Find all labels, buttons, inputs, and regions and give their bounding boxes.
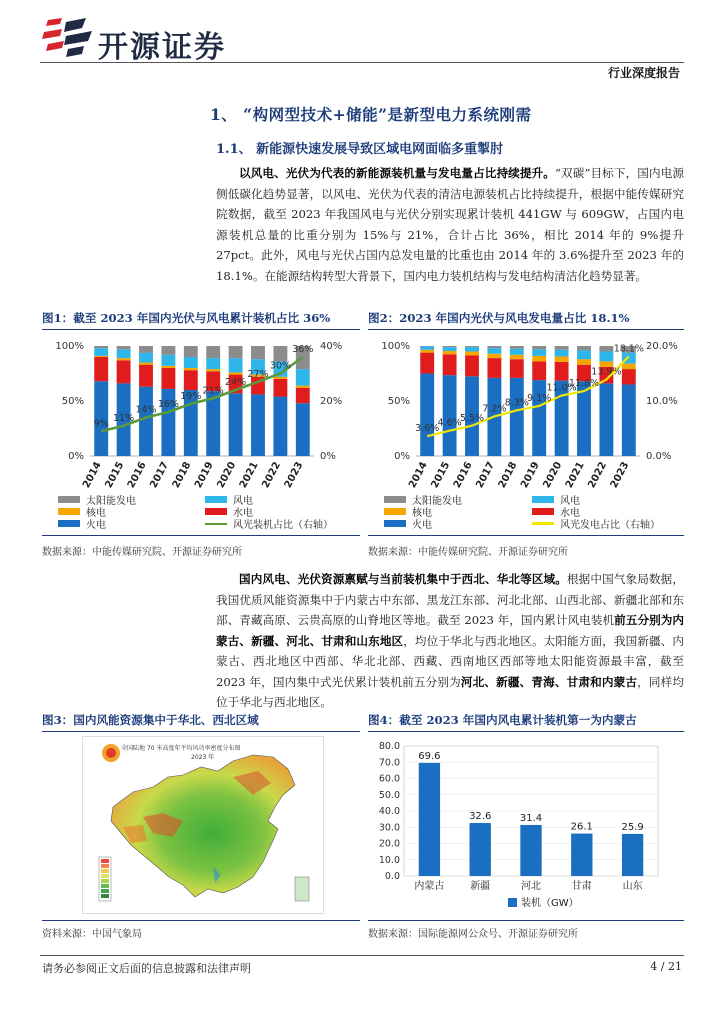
y-tick-left: 0% bbox=[68, 451, 84, 462]
bar-segment-0 bbox=[117, 346, 131, 349]
x-tick-label: 2019 bbox=[519, 460, 542, 490]
bar-segment-3 bbox=[443, 354, 457, 375]
legend-label: 装机（GW） bbox=[521, 898, 579, 909]
bar-segment-3 bbox=[465, 355, 479, 376]
line-data-label: 21% bbox=[202, 385, 224, 397]
bar-segment-0 bbox=[420, 346, 434, 347]
bar-segment-4 bbox=[296, 403, 310, 456]
bar-segment-2 bbox=[420, 350, 434, 353]
bar-segment-1 bbox=[117, 349, 131, 358]
y-tick-label: 30.0 bbox=[378, 822, 400, 834]
page-number: 4 / 21 bbox=[650, 960, 682, 973]
bar-segment-2 bbox=[94, 356, 108, 357]
legend-label: 风电 bbox=[560, 496, 580, 507]
legend-ratio-line bbox=[205, 516, 333, 531]
y-tick-right: 40% bbox=[320, 341, 343, 352]
bar-segment-1 bbox=[465, 347, 479, 351]
y-tick-label: 0.0 bbox=[384, 871, 400, 882]
brand-name: 开源证券 bbox=[98, 30, 226, 65]
bar-segment-0 bbox=[487, 346, 501, 348]
figure-4-title: 图4：截至 2023 年国内风电累计装机第一为内蒙古 bbox=[368, 713, 637, 727]
y-tick-label: 20.0 bbox=[378, 838, 400, 850]
bar-segment-1 bbox=[443, 347, 457, 351]
footer-disclaimer: 请务必参阅正文后面的信息披露和法律声明 bbox=[42, 962, 251, 975]
bar-segment-2 bbox=[229, 372, 243, 374]
report-type: 行业深度报告 bbox=[607, 66, 680, 80]
bar-segment-3 bbox=[184, 370, 198, 390]
x-tick-label: 2017 bbox=[474, 460, 498, 490]
bar-segment-4 bbox=[622, 385, 636, 457]
legend-swatch-thermal bbox=[58, 520, 80, 527]
bar-segment-1 bbox=[555, 350, 569, 357]
legend-label: 太阳能发电 bbox=[412, 496, 462, 507]
bar-segment-2 bbox=[555, 356, 569, 362]
bar-segment-0 bbox=[599, 346, 613, 352]
bar-segment-2 bbox=[510, 355, 524, 359]
legend-swatch bbox=[508, 898, 517, 907]
legend-swatch-line bbox=[532, 522, 554, 525]
x-tick-label: 2023 bbox=[608, 460, 632, 490]
chart-wind-by-province bbox=[368, 738, 684, 918]
x-tick-label: 2021 bbox=[563, 460, 587, 490]
line-data-label: 16% bbox=[157, 399, 179, 410]
legend-label: 核电 bbox=[86, 508, 106, 519]
x-tick-label: 2023 bbox=[282, 460, 306, 490]
bar-segment-1 bbox=[229, 358, 243, 372]
bar-segment-1 bbox=[139, 353, 153, 363]
y-tick-label: 50.0 bbox=[378, 789, 400, 801]
legend-label: 太阳能发电 bbox=[86, 496, 136, 507]
legend-label: 风光装机占比（右轴） bbox=[233, 520, 333, 531]
paragraph-2 bbox=[216, 569, 684, 713]
bar-value-label: 31.4 bbox=[519, 812, 543, 824]
y-tick-label: 80.0 bbox=[378, 741, 400, 752]
legend-swatch-nuclear bbox=[58, 508, 80, 515]
bar-segment-3 bbox=[273, 379, 287, 397]
header-divider bbox=[40, 62, 684, 63]
y-tick-right: 20.0% bbox=[646, 341, 678, 352]
figure-4-rule bbox=[368, 731, 684, 732]
bar-segment-3 bbox=[555, 362, 569, 381]
bar-segment-1 bbox=[487, 348, 501, 354]
x-tick-label: 2016 bbox=[125, 460, 149, 490]
paragraph-1-lead: 以风电、光伏为代表的新能源装机量与发电量占比持续提升。 bbox=[239, 166, 555, 180]
bar-segment-0 bbox=[251, 346, 265, 359]
line-data-label: 5.5% bbox=[459, 412, 485, 424]
legend-label: 火电 bbox=[412, 520, 432, 531]
legend-swatch-wind bbox=[532, 496, 554, 503]
bar-segment-2 bbox=[161, 366, 175, 368]
bar-segment-3 bbox=[532, 361, 546, 380]
x-tick-label: 2015 bbox=[429, 460, 453, 490]
bar-segment-3 bbox=[161, 368, 175, 389]
paragraph-1 bbox=[216, 163, 684, 286]
line-data-label: 30% bbox=[269, 360, 291, 372]
bar-segment-1 bbox=[599, 352, 613, 362]
bar-segment-0 bbox=[184, 346, 198, 357]
x-tick-label: 2018 bbox=[170, 460, 194, 490]
legend-swatch-line bbox=[205, 523, 227, 525]
y-tick-left: 50% bbox=[387, 396, 410, 407]
bar-segment-0 bbox=[555, 346, 569, 350]
bar-segment-0 bbox=[229, 346, 243, 358]
bar-segment-1 bbox=[532, 349, 546, 356]
bar bbox=[470, 823, 491, 876]
x-tick-label: 河北 bbox=[521, 881, 541, 892]
bar-segment-4 bbox=[420, 374, 434, 457]
bar-segment-2 bbox=[273, 377, 287, 379]
bar-segment-4 bbox=[532, 380, 546, 456]
line-data-label: 9% bbox=[93, 418, 109, 430]
bar-segment-2 bbox=[296, 386, 310, 388]
x-tick-label: 2019 bbox=[193, 460, 216, 490]
bar-segment-2 bbox=[206, 369, 220, 371]
bar-segment-0 bbox=[532, 346, 546, 349]
legend-label: 火电 bbox=[86, 520, 106, 531]
x-tick-label: 山东 bbox=[622, 881, 643, 892]
y-tick-label: 10.0 bbox=[378, 854, 400, 866]
bar-value-label: 25.9 bbox=[621, 821, 644, 833]
section-heading: 1、 “构网型技术+储能”是新型电力系统刚需 bbox=[210, 105, 532, 124]
x-tick-label: 2015 bbox=[103, 460, 127, 490]
bar-segment-3 bbox=[117, 360, 131, 383]
y-tick-right: 0.0% bbox=[646, 451, 672, 462]
bar-segment-3 bbox=[94, 357, 108, 381]
legend-label: 水电 bbox=[560, 508, 580, 519]
paragraph-2-bold: 河北、新疆、青海、甘肃和内蒙古 bbox=[460, 674, 638, 689]
y-tick-left: 0% bbox=[394, 451, 410, 462]
map-year: 2023 年 bbox=[191, 754, 215, 761]
bar bbox=[622, 834, 643, 876]
legend-thermal bbox=[58, 516, 106, 531]
y-tick-right: 10.0% bbox=[646, 396, 678, 407]
paragraph-2-lead: 国内风电、光伏资源禀赋与当前装机集中于西北、华北等区域。 bbox=[239, 572, 567, 586]
line-data-label: 24% bbox=[225, 377, 247, 388]
legend-swatch-hydro bbox=[532, 508, 554, 515]
chart-generation-share bbox=[368, 334, 688, 492]
x-tick-label: 内蒙古 bbox=[414, 881, 445, 892]
line-data-label: 14% bbox=[135, 404, 157, 416]
bar-segment-4 bbox=[206, 391, 220, 456]
legend-label: 风光发电占比（右轴） bbox=[560, 520, 660, 531]
x-tick-label: 甘肃 bbox=[571, 881, 592, 892]
bar-segment-3 bbox=[139, 365, 153, 387]
bar-segment-0 bbox=[273, 346, 287, 361]
bar-segment-0 bbox=[94, 346, 108, 348]
bar-segment-3 bbox=[622, 369, 636, 384]
figure-1-rule bbox=[42, 329, 360, 330]
bar bbox=[571, 834, 592, 876]
bar-segment-3 bbox=[296, 388, 310, 403]
line-data-label: 18.1% bbox=[613, 343, 644, 355]
bar-segment-1 bbox=[420, 347, 434, 350]
bar-segment-3 bbox=[487, 358, 501, 378]
bar-segment-2 bbox=[622, 364, 636, 370]
y-tick-left: 100% bbox=[381, 341, 410, 352]
figure-2-bottom-rule bbox=[368, 535, 684, 536]
y-tick-label: 40.0 bbox=[378, 806, 400, 817]
legend-swatch-nuclear bbox=[384, 508, 406, 515]
bar-segment-1 bbox=[184, 357, 198, 368]
bar-value-label: 69.6 bbox=[418, 750, 441, 762]
legend-label: 核电 bbox=[412, 508, 432, 519]
bar-segment-4 bbox=[229, 393, 243, 456]
line-data-label: 7.2% bbox=[482, 403, 507, 415]
line-data-label: 11.8% bbox=[568, 378, 600, 390]
paragraph-2-text: ，同样均位于华北与西北地区。 bbox=[216, 674, 684, 709]
y-tick-label: 70.0 bbox=[378, 757, 400, 769]
line-data-label: 8.3% bbox=[504, 397, 529, 409]
legend-label: 水电 bbox=[233, 508, 253, 519]
bar-segment-1 bbox=[510, 349, 524, 355]
paragraph-2-text: ，均位于华北与西北地区。太阳能方面，我国新疆、内蒙古、西北地区中西部、华北北部、西藏、西南地区西部等地太阳能资源最丰富，截至 2023 年，国内集中式光伏累计装机前五分别为 bbox=[216, 633, 684, 689]
bar-segment-2 bbox=[532, 356, 546, 362]
line-data-label: 36% bbox=[292, 344, 314, 355]
china-map-icon bbox=[83, 737, 325, 915]
figure-3-rule bbox=[42, 731, 360, 732]
legend-swatch-wind bbox=[205, 496, 227, 503]
bar-segment-0 bbox=[443, 346, 457, 347]
bar-segment-2 bbox=[139, 363, 153, 365]
line-data-label: 4.6% bbox=[437, 417, 462, 429]
paragraph-2-text: 根据中国气象局数据，我国优质风能资源集中于内蒙古中东部、黑龙江东部、河北北部、山西北部、新疆北部和东部、青藏高原、云贵高原的山脊地区等地。截至 2023 年，国内累计风电装机 bbox=[216, 572, 684, 627]
bar-segment-1 bbox=[577, 350, 591, 359]
x-tick-label: 2021 bbox=[237, 460, 261, 490]
y-tick-left: 100% bbox=[55, 341, 84, 352]
bar-segment-4 bbox=[443, 375, 457, 456]
figure-3-source: 资料来源：中国气象局 bbox=[42, 929, 142, 940]
figure-1-source: 数据来源：中能传媒研究院、开源证券研究所 bbox=[42, 547, 242, 558]
logo-mark-icon bbox=[42, 14, 96, 58]
x-tick-label: 2014 bbox=[81, 460, 104, 490]
bar-segment-2 bbox=[577, 359, 591, 365]
legend-swatch-solar bbox=[58, 496, 80, 503]
bar-segment-4 bbox=[273, 397, 287, 456]
x-tick-label: 2014 bbox=[407, 460, 430, 490]
bar-segment-0 bbox=[510, 346, 524, 349]
figure-4-source: 数据来源：国际能源网公众号、开源证券研究所 bbox=[368, 929, 578, 940]
line-data-label: 3.6% bbox=[415, 423, 440, 435]
x-tick-label: 2016 bbox=[451, 460, 475, 490]
legend-ratio-line bbox=[532, 516, 660, 531]
bar bbox=[520, 825, 541, 876]
bar-segment-2 bbox=[465, 352, 479, 356]
map-title: 全国陆地 70 米高度年平均风功率密度分布图 bbox=[121, 745, 241, 752]
bar-segment-1 bbox=[296, 369, 310, 386]
figure-2-rule bbox=[368, 329, 684, 330]
paragraph-1-body: “双碳”目标下，国内电源侧低碳化趋势显著，以风电、光伏为代表的清洁电源装机占比持续提升，根据中能传媒研究院数据，截至 2023 年我国风电与光伏分别实现累计装机 441GW 与 609GW，占国内电源装机总量的比重分别为 15%与 21%，合计占比 36%，相比 2014 年的 9%提升 27pct。此外，风电与光伏占国内总发电量的比重也由 2014 年的 3.6%提升至 2023 年的 18.1%。在能源结构转型大背景下，国内电力装机结构与发电结构清洁化趋势显著。 bbox=[216, 166, 684, 283]
bar-value-label: 26.1 bbox=[570, 821, 593, 833]
figure-1-title: 图1：截至 2023 年国内光伏与风电累计装机占比 36% bbox=[42, 311, 331, 325]
legend-thermal bbox=[384, 516, 432, 531]
line-data-label: 27% bbox=[247, 368, 269, 380]
subsection-heading: 1.1、 新能源快速发展导致区域电网面临多重掣肘 bbox=[216, 142, 504, 157]
x-tick-label: 2020 bbox=[541, 460, 565, 490]
bar-segment-2 bbox=[487, 354, 501, 358]
y-tick-right: 20% bbox=[320, 396, 343, 407]
footer-divider bbox=[40, 955, 684, 956]
figure-4-bottom-rule bbox=[368, 920, 684, 921]
legend-swatch-hydro bbox=[205, 508, 227, 515]
figure-3-title: 图3：国内风能资源集中于华北、西北区域 bbox=[42, 713, 259, 727]
bar-segment-4 bbox=[599, 383, 613, 456]
bar-segment-3 bbox=[510, 359, 524, 378]
bar-segment-4 bbox=[139, 387, 153, 456]
x-tick-label: 2018 bbox=[496, 460, 520, 490]
line-data-label: 11.0% bbox=[546, 382, 577, 394]
bar-segment-4 bbox=[510, 378, 524, 456]
y-tick-left: 50% bbox=[61, 396, 84, 407]
x-tick-label: 2020 bbox=[215, 460, 239, 490]
figure-2-title: 图2：2023 年国内光伏与风电发电量占比 18.1% bbox=[368, 311, 630, 325]
line-data-label: 19% bbox=[180, 390, 202, 402]
figure-1-bottom-rule bbox=[42, 535, 360, 536]
bar-value-label: 32.6 bbox=[469, 811, 492, 823]
bar-segment-0 bbox=[161, 346, 175, 355]
legend-swatch-solar bbox=[384, 496, 406, 503]
bar-segment-2 bbox=[117, 358, 131, 360]
bar-segment-1 bbox=[161, 355, 175, 366]
bar-segment-0 bbox=[139, 346, 153, 353]
x-tick-label: 2017 bbox=[148, 460, 172, 490]
figure-2-source: 数据来源：中能传媒研究院、开源证券研究所 bbox=[368, 547, 568, 558]
line-data-label: 9.1% bbox=[527, 392, 552, 404]
y-tick-right: 0% bbox=[320, 451, 336, 462]
wind-resource-map bbox=[82, 736, 324, 914]
bar-segment-1 bbox=[94, 348, 108, 356]
figure-3-bottom-rule bbox=[42, 920, 360, 921]
bar bbox=[419, 763, 440, 876]
x-tick-label: 新疆 bbox=[470, 881, 491, 892]
bar-segment-1 bbox=[206, 358, 220, 369]
line-data-label: 13.9% bbox=[591, 366, 622, 378]
y-tick-label: 60.0 bbox=[378, 773, 400, 785]
bar-segment-0 bbox=[577, 346, 591, 350]
chart-installed-capacity bbox=[42, 334, 362, 492]
bar-segment-4 bbox=[251, 394, 265, 456]
legend-swatch-thermal bbox=[384, 520, 406, 527]
legend-label: 风电 bbox=[233, 496, 253, 507]
x-tick-label: 2022 bbox=[260, 460, 284, 490]
bar-segment-3 bbox=[420, 353, 434, 374]
bar-segment-0 bbox=[206, 346, 220, 358]
paragraph-2-bold: 前五分别为内蒙古、新疆、河北、甘肃和山东地区 bbox=[216, 613, 684, 648]
line-data-label: 11% bbox=[113, 412, 135, 424]
bar-segment-0 bbox=[465, 346, 479, 347]
bar-segment-2 bbox=[443, 351, 457, 354]
bar-segment-2 bbox=[184, 368, 198, 370]
x-tick-label: 2022 bbox=[586, 460, 610, 490]
